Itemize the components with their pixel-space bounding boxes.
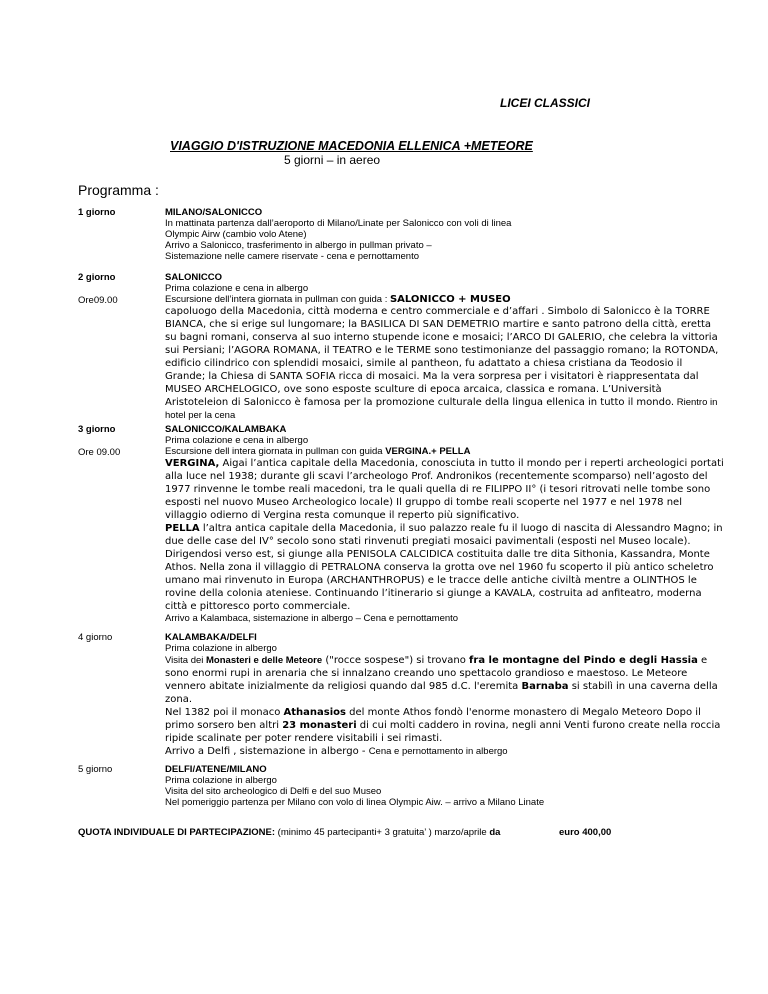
day-5-line: Prima colazione in albergo [165,775,277,786]
day-2-line: Prima colazione e cena in albergo [165,283,309,294]
meteore-text: si stabilì in una caverna della zona. [165,681,718,705]
day-4-body [165,632,725,758]
quota-price: euro 400,00 [559,827,612,838]
meteore-hermit: Barnaba [521,681,569,692]
day-2-excursion [165,294,725,305]
day-5-line: Nel pomeriggio partenza per Milano con volo di linea Olympic Aiw. – arrivo a Milano Linate [165,797,545,808]
quota-da: da [489,827,501,838]
day-3-vergina [165,457,725,522]
athanasios-name: Athanasios [283,707,346,718]
day-3-label: 3 giorno [78,424,116,435]
athanasios-text: del monte Athos fondò l'enorme monastero di Megalo Meteoro Dopo il primo sorsero ben altri [165,707,701,731]
day-4-meteore [165,654,725,706]
school-header: LICEI CLASSICI [500,96,591,110]
pella-text: l’altra antica capitale della Macedonia, il suo palazzo reale fu il luogo di nascita di Alessandro Magno; in due delle case del IV° secolo sono stati rinvenuti pregiati mosaici pavimentali (esposti nel Museo locale). Dirigendosi verso est, si giunge alla PENISOLA CALCIDICA costituita dalle tre dita Sithonia, Kassandra, Monte Athos. Nella zona il villaggio di PETRALONA conserva la grotta ove nel 1960 fu scoperto il più antico scheletro umano mai rinvenuto in Europa (ARCHANTHROPUS) e le tracce delle antiche civiltà mentre a OLINTHOS le rovine della colonia ateniese. Continuando l’itinerario si giunge a KAVALA, costruita ad anfiteatro, moderna città e pittoresco porto commerciale. [165,523,723,612]
vergina-text: Aigai l’antica capitale della Macedonia, conosciuta in tutto il mondo per i reperti archeologici portati alla luce nel 1938; durante gli scavi l’archeologo Prof. Andronikos (recentemente scomparso) nell’agosto del 1977 rinvenne le tombe reali macedoni, tra le quali quella di re FILIPPO II° (i tesori ritrovati nelle tombe sono esposti nel nuovo Museo Archeologico locale) Il gruppo di tombe reali scoperte nel 1977 e nel 1978 nel villaggio odierno di Vergina resta comunque il reperto più significativo. [165,458,724,521]
meteore-text: ("rocce sospese") si trovano [322,655,470,666]
athanasios-text: Nel 1382 poi il monaco [165,707,284,718]
day-1-line: Sistemazione nelle camere riservate - cena e pernottamento [165,251,419,262]
day-1-label: 1 giorno [78,207,116,218]
vergina-name: VERGINA, [165,458,220,469]
day-3-closing: Arrivo a Kalambaca, sistemazione in albergo – Cena e pernottamento [165,613,459,624]
description-text: capoluogo della Macedonia, città moderna e centro commerciale e d’affari . Simbolo di Salonicco è la TORRE BIANCA, che si erige sul lungomare; la BASILICA DI SAN DEMETRIO martire e santo patrono della città, eretta su bagni romani, conserva al suo interno stupende icone e mosaici; l’ARCO DI GALERIO, che celebra la vittoria sui Persiani; l’AGORA ROMANA, il TEATRO e le TERME sono testimonianze del passaggio romano; la ROTONDA, edificio cilindrico con splendidi mosaici, simile al pantheon, fu adattato a chiesa cristiana da Teodosio il Grande; la Chiesa di SANTA SOFIA ricca di mosaici. Ma la vera sorpresa per i visitatori è riappresentata dal MUSEO ARCHELOGICO, ove sono esposte sculture di epoca arcaica, classica e romana. L’Università Aristoteleion di Salonicco è famosa per la promozione culturale della lingua ellenica in tutto il mondo. [165,306,719,408]
day-4-label: 4 giorno [78,632,113,643]
day-1-line: Arrivo a Salonicco, trasferimento in albergo in pullman privato – [165,240,432,251]
visit-monasteries: Monasteri e delle Meteore [206,655,323,666]
closing-text: Arrivo a Delfi , sistemazione in albergo - [165,746,369,757]
meteore-mountains: fra le montagne del Pindo e degli Hassia [469,655,698,666]
day-2-time: Ore09.00 [78,295,118,306]
quota-line [78,827,612,838]
day-3-pella [165,522,725,613]
trip-subtitle: 5 giorni – in aereo [284,153,381,167]
day-1-heading: MILANO/SALONICCO [165,207,263,218]
day-3-time: Ore 09.00 [78,447,121,458]
description-tail: Rientro in hotel per la cena [165,397,718,421]
excursion-destination: SALONICCO + MUSEO [389,294,511,305]
trip-title: VIAGGIO D'ISTRUZIONE MACEDONIA ELLENICA +METEORE [170,139,533,153]
day-3-excursion [165,446,725,457]
programma-heading: Programma : [78,182,159,198]
meteore-text: e sono enormi rupi in arenaria che si innalzano creando uno spettacolo grandioso e maestoso. Le Meteore vennero abitate inizialmente da religiosi quando dal 985 d.C. l'eremita [165,655,708,692]
day-3-section [78,424,728,624]
day-2-heading: SALONICCO [165,272,222,283]
day-2-label: 2 giorno [78,272,116,283]
day-4-closing [165,745,725,758]
day-2-section [78,272,728,421]
closing-tail: Cena e pernottamento in albergo [368,746,508,757]
day-4-line: Prima colazione in albergo [165,643,277,654]
athanasios-text: di cui molti caddero in rovina, negli anni Venti furono create nella roccia ripide scalinate per poter rendere visitabili i sei rimasti. [165,720,721,744]
day-2-description [165,305,725,422]
day-4-athanasios [165,706,725,745]
day-1-line: Olympic Airw (cambio volo Atene) [165,229,307,240]
day-5-line: Visita del sito archeologico di Delfi e del suo Museo [165,786,382,797]
day-1-body [165,207,725,262]
day-5-section [78,764,728,814]
day-4-section [78,632,728,757]
monasteries-count: 23 monasteri [282,720,357,731]
day-5-heading: DELFI/ATENE/MILANO [165,764,267,775]
day-3-line: Prima colazione e cena in albergo [165,435,309,446]
day-4-heading: KALAMBAKA/DELFI [165,632,257,643]
quota-detail: (minimo 45 partecipanti+ 3 gratuita’ ) marzo/aprile [275,827,490,838]
visit-prefix: Visita dei [165,655,207,666]
day-5-label: 5 giorno [78,764,113,775]
quota-label: QUOTA INDIVIDUALE DI PARTECIPAZIONE: [78,827,276,838]
day-2-body [165,272,725,422]
day-1-line: In mattinata partenza dall’aeroporto di Milano/Linate per Salonicco con voli di linea [165,218,512,229]
excursion-destination: VERGINA.+ PELLA [385,446,471,457]
day-3-heading: SALONICCO/KALAMBAKA [165,424,287,435]
day-5-body [165,764,725,808]
excursion-text: Escursione dell’intera giornata in pullman con guida : [165,294,390,305]
day-3-body [165,424,725,624]
pella-name: PELLA [165,523,200,534]
day-1-section [78,207,728,267]
excursion-text: Escursione dell intera giornata in pullman con guida [165,446,386,457]
